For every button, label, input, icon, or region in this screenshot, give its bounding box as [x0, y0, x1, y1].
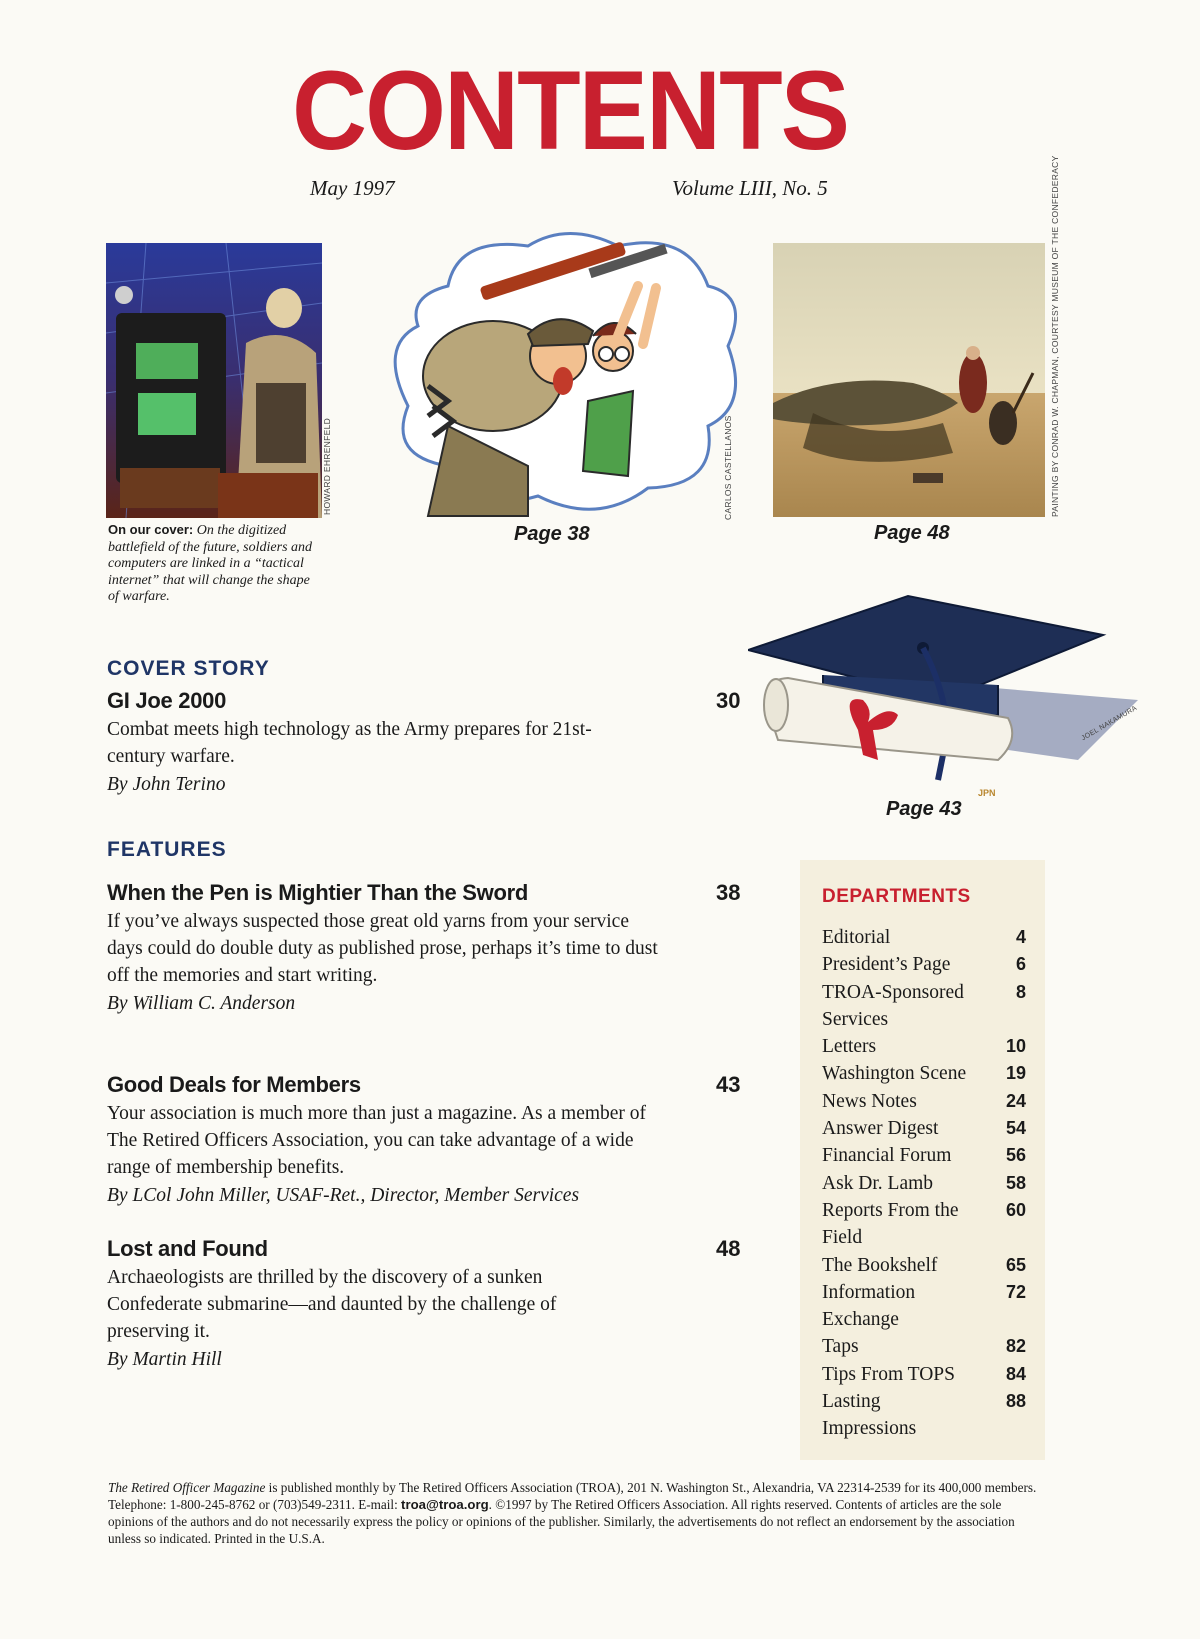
feature-description: Your association is much more than just a magazine. As a member of The Retired Officers Association, you can take advantage of a wide range of membership benefits.	[107, 1103, 647, 1178]
department-page: 10	[1005, 1036, 1026, 1057]
department-label: News Notes	[822, 1090, 917, 1112]
feature-byline: By Martin Hill	[107, 1349, 222, 1370]
department-label: Information Exchange	[822, 1281, 916, 1331]
cap-page-caption: Page 43	[886, 798, 962, 820]
department-label: Washington Scene	[822, 1063, 967, 1085]
department-label: President’s Page	[822, 954, 951, 976]
department-label: Taps	[822, 1336, 859, 1358]
cartoon-page-caption: Page 38	[514, 523, 590, 545]
feature-description: Archaeologists are thrilled by the discovery of a sunken Confederate submarine—and daunted by the challenge of preserving it.	[107, 1267, 557, 1342]
feature-byline: By William C. Anderson	[107, 993, 296, 1014]
copyright-text: . ©1997 by The Retired Officers Association. All rights reserved. Contents of articles are the sole opinions of the authors and do not necessarily express the policy or opinions of the publisher. Similarly, the advertisements do not reflect an endorsement by the association unless so indicated. Printed in the U.S.A.	[108, 1497, 1015, 1546]
feature-page[interactable]: 38	[716, 880, 741, 905]
department-label: Editorial	[822, 927, 891, 948]
painting-credit: PAINTING BY CONRAD W. CHAPMAN, COURTESY MUSEUM OF THE CONFEDERACY	[1050, 155, 1060, 517]
department-label: Ask Dr. Lamb	[822, 1172, 934, 1194]
cover-story-heading: COVER STORY	[107, 657, 270, 680]
department-page: 82	[1005, 1336, 1026, 1357]
department-item[interactable]	[822, 1279, 1026, 1334]
department-item[interactable]	[822, 1115, 1026, 1142]
feature-title[interactable]: When the Pen is Mightier Than the Sword	[107, 880, 528, 905]
cover-image-credit: HOWARD EHRENFELD	[322, 417, 332, 515]
department-item[interactable]	[822, 1142, 1026, 1169]
painting-page-caption: Page 48	[874, 522, 950, 544]
departments-heading: DEPARTMENTS	[822, 886, 971, 907]
issue-date: May 1997	[310, 176, 395, 200]
feature-title[interactable]: Lost and Found	[107, 1236, 268, 1261]
department-page: 24	[1005, 1090, 1026, 1111]
issue-volume: Volume LIII, No. 5	[672, 176, 828, 200]
department-label: The Bookshelf	[822, 1254, 938, 1276]
feature-page[interactable]: 43	[716, 1072, 741, 1097]
cover-story-title[interactable]: GI Joe 2000	[107, 688, 226, 713]
department-page: 56	[1005, 1145, 1026, 1166]
cover-image	[106, 243, 322, 518]
cover-story-byline: By John Terino	[107, 774, 226, 795]
publication-info	[108, 1479, 1048, 1547]
page-title: CONTENTS	[292, 48, 848, 174]
department-item[interactable]	[822, 1060, 1026, 1087]
department-label: Financial Forum	[822, 1145, 952, 1167]
feature-page[interactable]: 48	[716, 1236, 741, 1261]
department-page: 72	[1005, 1281, 1026, 1302]
department-page: 84	[1005, 1363, 1026, 1384]
cap-signature: JPN	[978, 788, 996, 798]
department-item[interactable]	[822, 979, 1026, 1034]
department-item[interactable]	[822, 1170, 1026, 1197]
department-item[interactable]	[822, 1361, 1026, 1388]
department-page: 54	[1005, 1118, 1026, 1139]
feature-byline: By LCol John Miller, USAF-Ret., Director, Member Services	[107, 1185, 580, 1206]
department-item[interactable]	[822, 1252, 1026, 1279]
cover-caption	[108, 522, 323, 606]
department-label: Letters	[822, 1036, 877, 1058]
cartoon-illustration	[388, 226, 750, 524]
department-page: 4	[1015, 927, 1026, 947]
department-label: Answer Digest	[822, 1118, 939, 1140]
cap-credit: JOEL NAKAMURA	[1080, 704, 1139, 743]
department-page: 19	[1005, 1063, 1026, 1084]
cartoon-credit: CARLOS CASTELLANOS	[723, 415, 733, 520]
publication-text: is published monthly by The Retired Officers Association (TROA), 201 N. Washington St., Alexandria, VA 22314-2539 for its 400,000 members. Telephone: 1-800-245-8762 or (703)549-2311. E-mail:	[108, 1480, 1037, 1512]
department-page: 58	[1005, 1172, 1026, 1193]
feature-title[interactable]: Good Deals for Members	[107, 1072, 361, 1097]
cover-story-description: Combat meets high technology as the Army prepares for 21st-century warfare.	[107, 719, 592, 767]
department-label: Reports From the Field	[822, 1199, 959, 1249]
department-page: 60	[1005, 1199, 1026, 1220]
department-label: TROA-Sponsored Services	[822, 981, 964, 1030]
department-page: 88	[1005, 1391, 1026, 1412]
department-item[interactable]	[822, 924, 1026, 951]
cover-story-page[interactable]: 30	[716, 688, 741, 713]
departments-list	[822, 924, 1026, 1443]
graduation-cap-illustration	[748, 590, 1150, 802]
department-item[interactable]	[822, 1033, 1026, 1060]
department-page: 65	[1005, 1254, 1026, 1275]
department-item[interactable]	[822, 1333, 1026, 1360]
department-item[interactable]	[822, 951, 1026, 978]
cover-caption-label: On our cover:	[108, 522, 194, 537]
department-page: 6	[1015, 954, 1026, 975]
contact-email[interactable]: troa@troa.org	[401, 1497, 489, 1512]
department-item[interactable]	[822, 1088, 1026, 1115]
department-label: Tips From TOPS	[822, 1363, 955, 1385]
painting-image	[773, 243, 1045, 517]
department-label: Lasting Impressions	[822, 1391, 917, 1440]
magazine-name: The Retired Officer Magazine	[108, 1480, 266, 1495]
feature-description: If you’ve always suspected those great old yarns from your service days could do double duty as published prose, perhaps it’s time to dust off the memories and start writing.	[107, 911, 658, 986]
department-item[interactable]	[822, 1388, 1026, 1443]
department-item[interactable]	[822, 1197, 1026, 1252]
cover-caption-text: On the digitized battlefield of the future, soldiers and computers are linked in a “tactical internet” that will change the shape of warfare.	[108, 523, 313, 604]
features-heading: FEATURES	[107, 838, 227, 861]
department-page: 8	[1015, 981, 1026, 1002]
